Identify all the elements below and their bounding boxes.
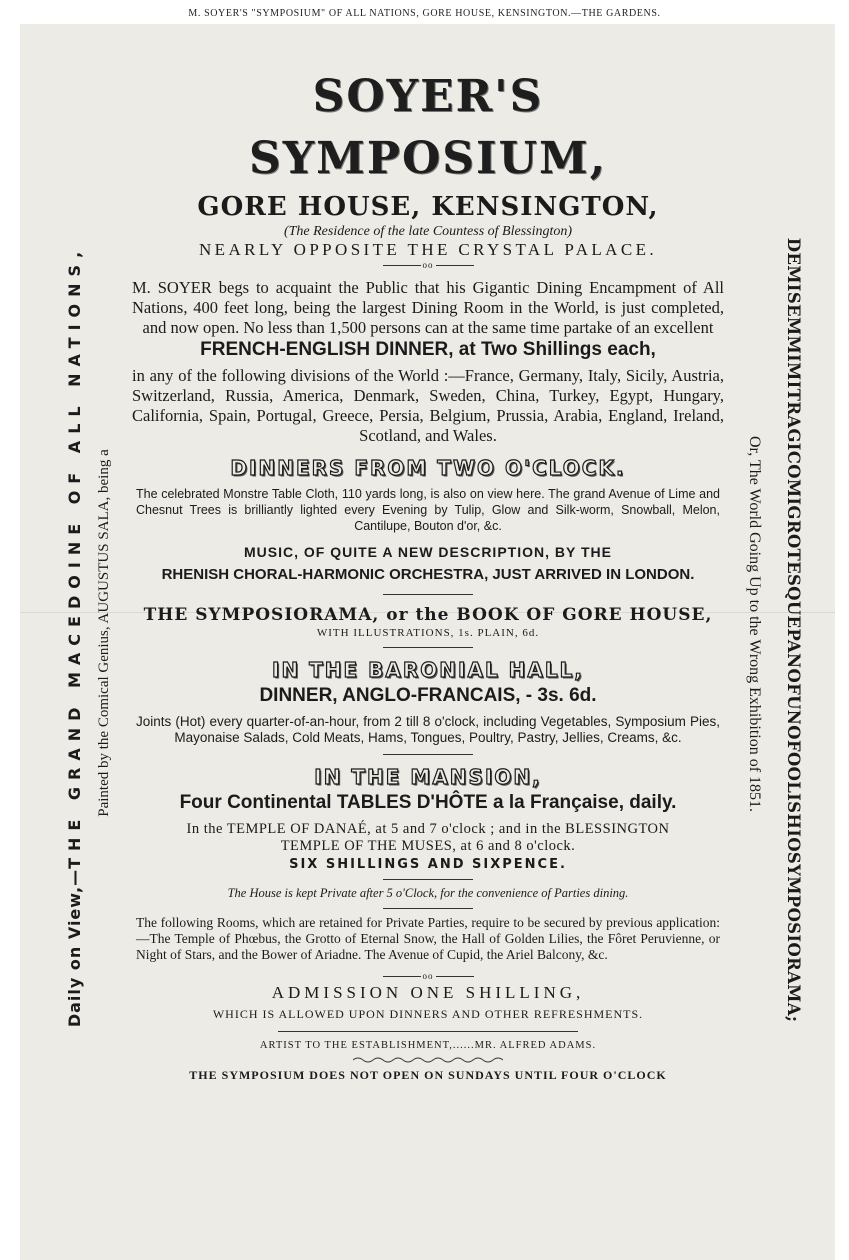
divider-rule xyxy=(383,754,473,755)
divider-rule xyxy=(383,908,473,909)
location-note: NEARLY OPPOSITE THE CRYSTAL PALACE. xyxy=(198,240,658,259)
intro-paragraph: M. SOYER begs to acquaint the Public that his Gigantic Dining Encampment of All Nations, 400 feet long, being the largest Dining Room in the World, is just completed, and now open. No less than 1,500 persons can at the same time partake of an excellent xyxy=(132,278,724,337)
six-shillings-line: SIX SHILLINGS AND SIXPENCE. xyxy=(289,857,567,872)
ornament-divider: oo xyxy=(128,260,728,270)
artist-credit: ARTIST TO THE ESTABLISHMENT,......MR. ALFRED ADAMS. xyxy=(259,1040,597,1051)
divider-rule xyxy=(383,879,473,880)
music-line-1: MUSIC, OF QUITE A NEW DESCRIPTION, BY THE xyxy=(244,544,612,560)
temple-line-1: In the TEMPLE OF DANAÉ, at 5 and 7 o'clock ; and in the BLESSINGTON xyxy=(186,821,670,837)
mansion-heading: IN THE MANSION, xyxy=(314,765,542,789)
right-vertical-subtitle: Or, The World Going Up to the Wrong Exhibition of 1851. xyxy=(746,435,763,813)
right-vertical-banner: DEMISEMMIMITRAGICOMIGROTESQUEPANOFUNOFOOLISHIOSYMPOSIORAMA; xyxy=(784,237,803,1023)
private-rooms-paragraph: The following Rooms, which are retained for Private Parties, require to be secured by previous application:—The Temple of Phœbus, the Grotto of Eternal Snow, the Hall of Golden Lilies, the Fôret Peruvienne, or Night of Stars, and the Bower of Ariadne. The Avenue of Cupid, the Ariel Balcony, &c. xyxy=(136,915,720,962)
private-note: The House is kept Private after 5 o'Clock, for the convenience of Parties dining. xyxy=(227,886,629,900)
symposiorama-heading: THE SYMPOSIORAMA, or the BOOK OF GORE HOUSE, xyxy=(143,605,713,625)
ornament-divider: oo xyxy=(128,971,728,981)
left-vertical-main: THE GRAND MACEDOINE OF ALL NATIONS, xyxy=(65,244,84,869)
poster-body xyxy=(128,66,728,1084)
left-vertical-prefix: Daily on View,— xyxy=(65,868,84,1028)
residence-note: (The Residence of the late Countess of Blessington) xyxy=(283,224,573,239)
baronial-hall-heading: IN THE BARONIAL HALL, xyxy=(272,658,584,682)
anglo-francais-dinner: DINNER, ANGLO-FRANCAIS, - 3s. 6d. xyxy=(259,685,597,706)
continental-tables-line: Four Continental TABLES D'HÔTE a la Française, daily. xyxy=(179,792,677,813)
left-vertical-credit: Painted by the Comical Genius, AUGUSTUS SALA, being a xyxy=(96,449,112,817)
sunday-notice: THE SYMPOSIUM DOES NOT OPEN ON SUNDAYS UNTIL FOUR O'CLOCK xyxy=(189,1068,667,1082)
left-vertical-banner xyxy=(60,126,90,1146)
illustrations-line: WITH ILLUSTRATIONS, 1s. PLAIN, 6d. xyxy=(316,627,540,639)
music-line-2: RHENISH CHORAL-HARMONIC ORCHESTRA, JUST ARRIVED IN LONDON. xyxy=(161,566,695,583)
tablecloth-paragraph: The celebrated Monstre Table Cloth, 110 yards long, is also on view here. The grand Avenue of Lime and Chesnut Trees is brilliantly lighted every Evening by Tulip, Glow and Silk-worm, Snowball, Melon, Cantilupe, Bouton d'or, &c. xyxy=(136,487,720,533)
dinners-from-heading: DINNERS FROM TWO O'CLOCK. xyxy=(230,456,626,480)
temple-line-2: TEMPLE OF THE MUSES, at 6 and 8 o'clock. xyxy=(280,838,576,854)
joints-paragraph: Joints (Hot) every quarter-of-an-hour, from 2 till 8 o'clock, including Vegetables, Symposium Pies, Mayonaise Salads, Cold Meats, Hams, Tongues, Poultry, Pastry, Jellies, Creams, &c. xyxy=(136,714,720,745)
french-english-dinner-heading: FRENCH-ENGLISH DINNER, at Two Shillings each, xyxy=(200,339,656,360)
admission-heading: ADMISSION ONE SHILLING, xyxy=(271,983,585,1002)
wavy-divider xyxy=(353,1056,503,1064)
allowed-line: WHICH IS ALLOWED UPON DINNERS AND OTHER REFRESHMENTS. xyxy=(212,1007,644,1021)
divider-rule xyxy=(383,594,473,595)
poster-subtitle: GORE HOUSE, KENSINGTON, xyxy=(197,192,659,222)
running-head: M. SOYER'S "SYMPOSIUM" OF ALL NATIONS, GORE HOUSE, KENSINGTON.—THE GARDENS. xyxy=(188,8,661,19)
poster-title: SOYER'S SYMPOSIUM, xyxy=(248,71,608,184)
divider-rule xyxy=(383,647,473,648)
divisions-paragraph: in any of the following divisions of the World :—France, Germany, Italy, Sicily, Austria, Switzerland, Russia, America, Denmark, Sweden, China, Turkey, Egypt, Hungary, California, Spain, Portugal, Greece, Persia, Belgium, Prussia, Arabia, England, Ireland, Scotland, and Wales. xyxy=(132,366,724,445)
divider-rule xyxy=(278,1031,578,1032)
